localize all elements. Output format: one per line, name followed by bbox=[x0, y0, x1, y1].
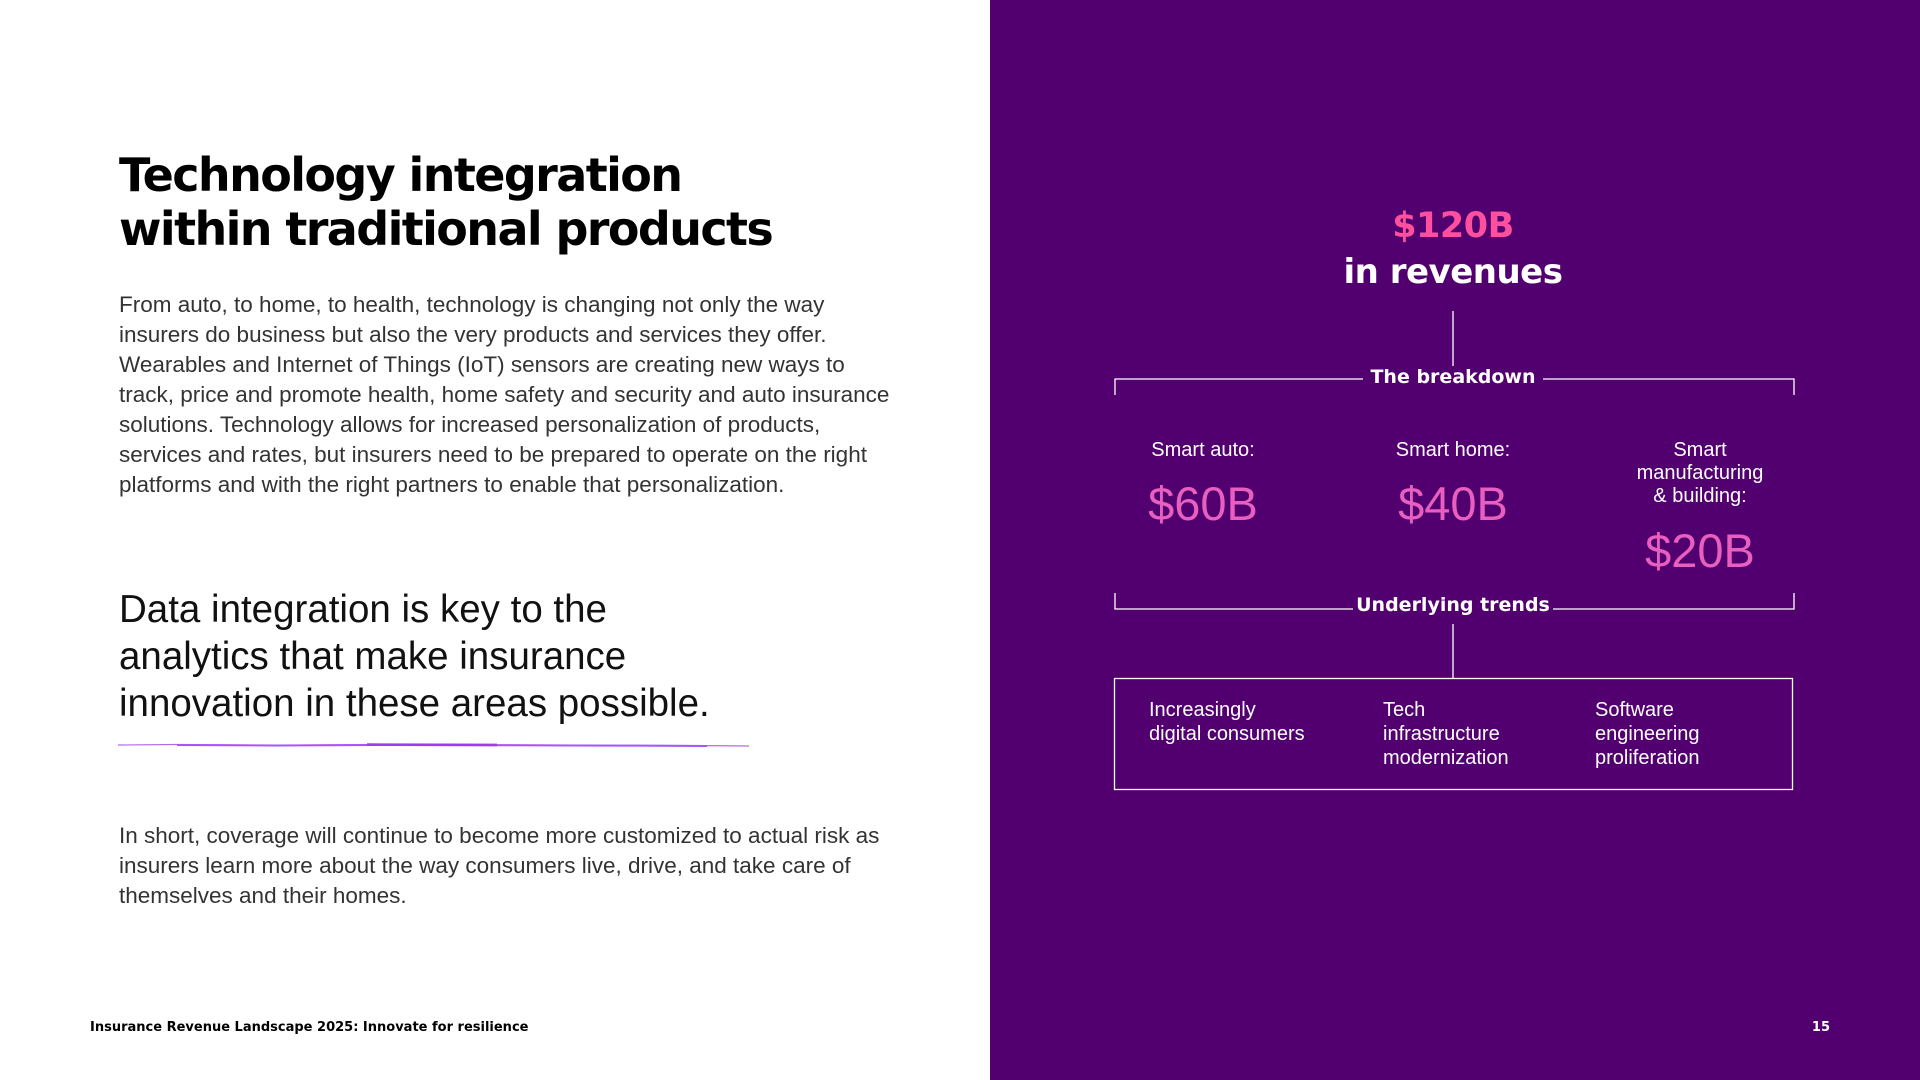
trend-3-line-3: proliferation bbox=[1595, 747, 1700, 769]
page-number: 15 bbox=[1811, 1020, 1830, 1035]
trend-item bbox=[1595, 698, 1795, 770]
smart-manufacturing-label bbox=[1600, 439, 1800, 508]
smart-auto-value: $60B bbox=[1148, 477, 1258, 530]
closing-paragraph: In short, coverage will continue to become more customized to actual risk as insurers learn more about the way consumers live, drive, and take care of themselves and their homes. bbox=[119, 823, 880, 908]
smart-manufacturing-value: $20B bbox=[1645, 524, 1755, 577]
report-title-footer: Insurance Revenue Landscape 2025: Innovate for resilience bbox=[90, 1020, 529, 1035]
smart-manufacturing-label-line-2: manufacturing bbox=[1636, 462, 1764, 484]
intro-paragraph: From auto, to home, to health, technology is changing not only the way insurers do business but also the very products and services they offer. Wearables and Internet of Things (IoT) sensors are creating new ways to track, price and promote health, home safety and security and auto insurance solutions. Technology allows for increased personalization of products, services and rates, but insurers need to be prepared to operate on the right platforms and with the right partners to enable that personalization. bbox=[119, 292, 890, 497]
trend-1-line-1: Increasingly bbox=[1149, 699, 1256, 721]
trend-1-line-2: digital consumers bbox=[1149, 723, 1305, 745]
smart-auto-label: Smart auto: bbox=[1151, 439, 1255, 461]
total-revenue-label: in revenues bbox=[1343, 252, 1563, 292]
total-revenue-value: $120B bbox=[1392, 206, 1514, 246]
trend-3-line-1: Software bbox=[1595, 699, 1674, 721]
underlying-trends-label: Underlying trends bbox=[1353, 594, 1553, 616]
smart-home-label: Smart home: bbox=[1395, 439, 1511, 461]
quote-line-1: Data integration is key to the bbox=[119, 588, 607, 631]
trend-2-line-2: infrastructure bbox=[1383, 723, 1500, 745]
title-line-2: within traditional products bbox=[119, 202, 773, 256]
trend-2-line-3: modernization bbox=[1383, 747, 1509, 769]
smart-manufacturing-label-line-1: Smart bbox=[1673, 439, 1727, 461]
breakdown-label: The breakdown bbox=[1363, 366, 1543, 388]
trend-item bbox=[1383, 698, 1583, 770]
smart-manufacturing-label-line-3: & building: bbox=[1653, 485, 1747, 507]
title-line-1: Technology integration bbox=[119, 148, 682, 202]
trend-3-line-2: engineering bbox=[1595, 723, 1700, 745]
quote-line-2: analytics that make insurance bbox=[119, 635, 627, 678]
trend-2-line-1: Tech bbox=[1383, 699, 1426, 721]
smart-home-value: $40B bbox=[1398, 477, 1508, 530]
quote-line-3: innovation in these areas possible. bbox=[119, 682, 710, 725]
trend-item bbox=[1149, 698, 1349, 746]
